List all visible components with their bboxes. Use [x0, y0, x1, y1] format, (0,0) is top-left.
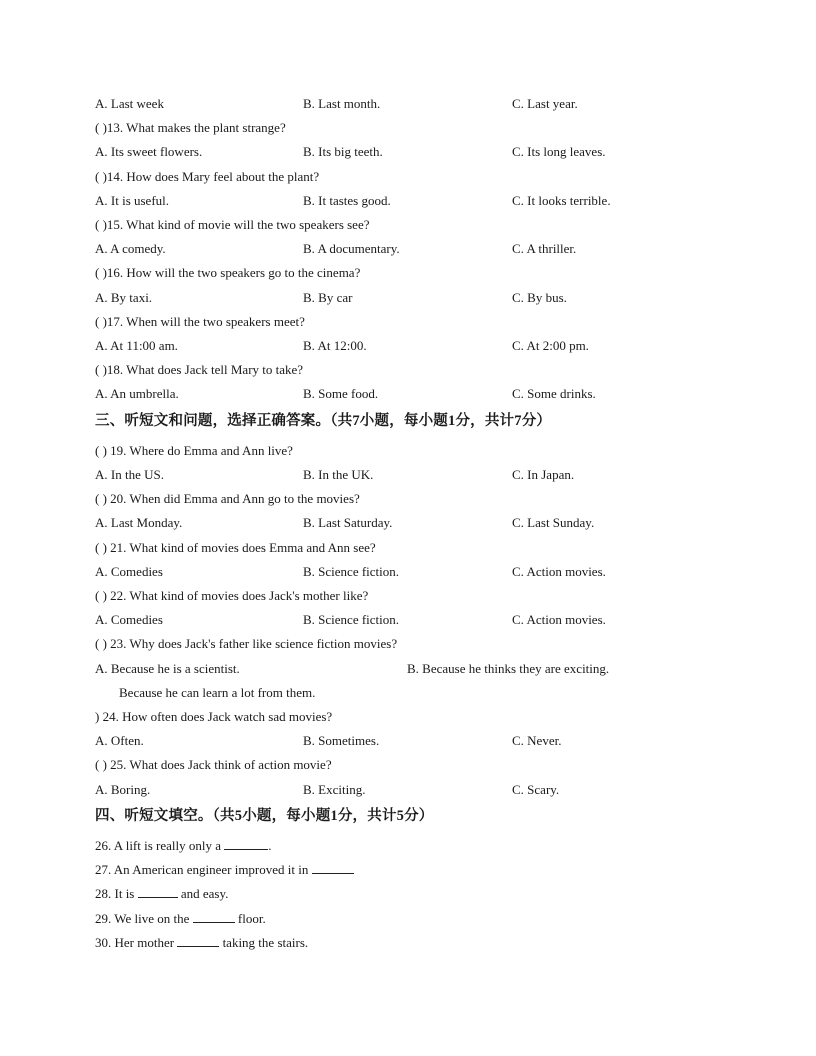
option-c: C. Action movies.: [512, 563, 606, 579]
option-a: A. Because he is a scientist.: [95, 660, 240, 676]
option-b: B. Science fiction.: [303, 563, 400, 579]
section-heading: 三、听短文和问题，选择正确答案。（共7小题，每小题1分，共计7分）: [95, 412, 552, 429]
option-c: C. Never.: [512, 733, 562, 749]
option-a: A. An umbrella.: [95, 386, 179, 402]
fill-in-question: [95, 909, 266, 929]
option-a: A. Its sweet flowers.: [95, 144, 203, 160]
answer-blank[interactable]: [138, 884, 178, 898]
option-b: B. Sometimes.: [303, 733, 380, 749]
fill-in-question: [95, 836, 272, 856]
option-a: A. Comedies: [95, 563, 163, 579]
option-c: C. By bus.: [512, 289, 567, 305]
option-b: B. Because he thinks they are exciting.: [407, 660, 610, 676]
question-text: 30. Her mother: [95, 934, 175, 950]
option-b: B. At 12:00.: [303, 338, 367, 353]
question-text: 28. It is: [95, 886, 135, 902]
option-a: A. In the US.: [95, 467, 164, 482]
option-c: C. Scary.: [512, 781, 560, 797]
option-b: B. Last Saturday.: [303, 515, 393, 531]
question-text-end: and easy.: [180, 886, 229, 902]
option-c: C. Last year.: [512, 96, 578, 111]
option-c: C. In Japan.: [512, 467, 575, 482]
option-c: C. Some drinks.: [512, 386, 596, 402]
question: ( )17. When will the two speakers meet?: [95, 313, 305, 329]
question: ( ) 21. What kind of movies does Emma and Ann see?: [95, 539, 376, 555]
option-a: A. It is useful.: [95, 192, 170, 208]
question: ( )16. How will the two speakers go to the cinema?: [95, 265, 361, 281]
option-a: A. Last week: [95, 96, 164, 111]
question-text: 27. An American engineer improved it in: [95, 862, 309, 878]
option-c: C. A thriller.: [512, 241, 577, 257]
option-c: C. It looks terrible.: [512, 192, 611, 208]
fill-in-question: [95, 884, 228, 904]
answer-blank[interactable]: [177, 933, 219, 947]
option-b: B. Exciting.: [303, 781, 366, 797]
question-text: 29. We live on the: [95, 910, 190, 926]
fill-in-question: [95, 933, 308, 953]
option-a: A. By taxi.: [95, 289, 153, 305]
answer-blank[interactable]: [193, 909, 235, 923]
option-b: B. In the UK.: [303, 467, 374, 482]
question: ) 24. How often does Jack watch sad movies?: [95, 709, 333, 724]
question-text: 26. A lift is really only a: [95, 838, 222, 853]
option-c: C. Its long leaves.: [512, 144, 606, 160]
section-heading: 四、听短文填空。（共5小题，每小题1分，共计5分）: [95, 807, 434, 824]
question: ( ) 22. What kind of movies does Jack's mother like?: [95, 588, 369, 603]
option-a: A. Boring.: [95, 781, 151, 797]
option-c: Because he can learn a lot from them.: [119, 684, 316, 700]
option-b: B. A documentary.: [303, 241, 400, 257]
option-a: A. Often.: [95, 733, 144, 749]
option-b: B. Some food.: [303, 386, 379, 402]
option-c: C. At 2:00 pm.: [512, 338, 589, 353]
option-b: B. Its big teeth.: [303, 144, 383, 160]
question: ( ) 23. Why does Jack's father like science fiction movies?: [95, 636, 398, 652]
fill-in-question: [95, 860, 354, 880]
option-c: C. Action movies.: [512, 612, 606, 628]
option-b: B. Science fiction.: [303, 612, 400, 628]
option-b: B. Last month.: [303, 96, 381, 111]
answer-blank[interactable]: [224, 836, 268, 850]
option-a: A. At 11:00 am.: [95, 338, 178, 353]
option-b: B. It tastes good.: [303, 192, 391, 208]
option-c: C. Last Sunday.: [512, 515, 595, 531]
question: ( )15. What kind of movie will the two speakers see?: [95, 217, 370, 232]
question-text-end: taking the stairs.: [222, 934, 309, 950]
question: ( )13. What makes the plant strange?: [95, 120, 286, 136]
question: ( )18. What does Jack tell Mary to take?: [95, 362, 304, 378]
question: ( )14. How does Mary feel about the plant?: [95, 168, 320, 184]
answer-blank[interactable]: [312, 860, 354, 874]
question: ( ) 25. What does Jack think of action movie?: [95, 757, 332, 773]
option-a: A. Last Monday.: [95, 515, 183, 531]
question-text-end: .: [268, 838, 272, 853]
option-b: B. By car: [303, 289, 353, 305]
option-a: A. A comedy.: [95, 241, 166, 257]
question-text-end: floor.: [237, 910, 266, 926]
option-a: A. Comedies: [95, 612, 163, 628]
question: ( ) 19. Where do Emma and Ann live?: [95, 442, 293, 458]
question: ( ) 20. When did Emma and Ann go to the movies?: [95, 491, 360, 507]
